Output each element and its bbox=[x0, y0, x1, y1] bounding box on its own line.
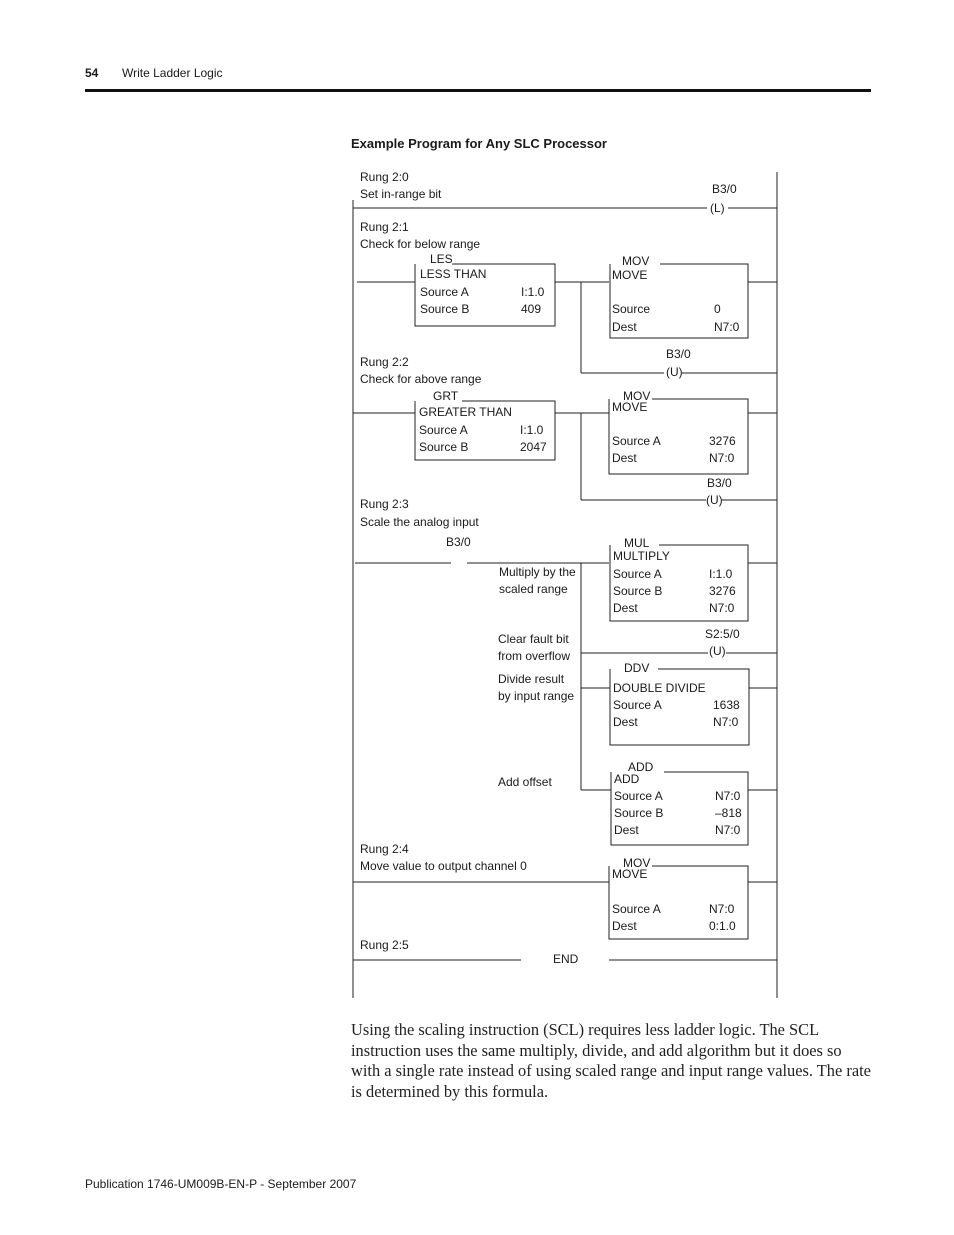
contact-b3-0-address: B3/0 bbox=[446, 535, 471, 549]
mov1-param-label: Dest bbox=[612, 320, 637, 334]
mov1-param-value: 0 bbox=[714, 302, 721, 316]
coil-b3-0-unlatch-address: B3/0 bbox=[666, 347, 691, 361]
mov3-param-label: Dest bbox=[612, 919, 637, 933]
mov3-param-label: Source A bbox=[612, 902, 661, 916]
comment-multiply: scaled range bbox=[499, 582, 568, 596]
mul-name: MULTIPLY bbox=[613, 549, 670, 563]
figure-title: Example Program for Any SLC Processor bbox=[351, 136, 607, 151]
comment-clear-fault: Clear fault bit bbox=[498, 632, 569, 646]
coil-s2-5-0-address: S2:5/0 bbox=[705, 627, 740, 641]
mul-mnemonic: MUL bbox=[624, 536, 650, 550]
mul-param-value: N7:0 bbox=[709, 601, 735, 615]
mov3-param-value: 0:1.0 bbox=[709, 919, 736, 933]
comment-divide: Divide result bbox=[498, 672, 565, 686]
comment-multiply: Multiply by the bbox=[499, 565, 576, 579]
ddv-param-label: Dest bbox=[613, 715, 638, 729]
grt-name: GREATER THAN bbox=[419, 405, 512, 419]
mov2-param-value: N7:0 bbox=[709, 451, 735, 465]
mov2-name: MOVE bbox=[612, 400, 648, 414]
mov2-param-label: Dest bbox=[612, 451, 637, 465]
mov2-param-label: Source A bbox=[612, 434, 661, 448]
coil-b3-0-unlatch-address: B3/0 bbox=[707, 476, 732, 490]
add-param-value: –818 bbox=[715, 806, 742, 820]
rung-2-2-desc: Check for above range bbox=[360, 372, 482, 386]
mov1-param-value: N7:0 bbox=[714, 320, 740, 334]
ddv-param-value: 1638 bbox=[713, 698, 740, 712]
rung-2-0-desc: Set in-range bit bbox=[360, 187, 442, 201]
mov2-mnemonic: MOV bbox=[623, 389, 651, 403]
rung-2-3-id: Rung 2:3 bbox=[360, 497, 409, 511]
add-name: ADD bbox=[614, 772, 640, 786]
comment-add-offset: Add offset bbox=[498, 775, 552, 789]
rung-2-1-id: Rung 2:1 bbox=[360, 220, 409, 234]
grt-param-value: I:1.0 bbox=[520, 423, 544, 437]
coil-s2-5-0-unlatch: (U) bbox=[709, 644, 726, 658]
rung-2-4-id: Rung 2:4 bbox=[360, 842, 409, 856]
page-number: 54 bbox=[85, 66, 99, 80]
ddv-param-label: Source A bbox=[613, 698, 662, 712]
les-name: LESS THAN bbox=[420, 267, 487, 281]
add-param-value: N7:0 bbox=[715, 823, 741, 837]
mul-param-value: I:1.0 bbox=[709, 567, 733, 581]
mov3-param-value: N7:0 bbox=[709, 902, 735, 916]
mov3-mnemonic: MOV bbox=[623, 856, 651, 870]
les-param-value: I:1.0 bbox=[521, 285, 545, 299]
ddv-mnemonic: DDV bbox=[624, 661, 650, 675]
section-title: Write Ladder Logic bbox=[122, 66, 223, 80]
coil-b3-0-unlatch: (U) bbox=[706, 493, 723, 507]
rung-2-2-id: Rung 2:2 bbox=[360, 355, 409, 369]
mov1-name: MOVE bbox=[612, 268, 648, 282]
grt-param-label: Source B bbox=[419, 440, 469, 454]
les-param-label: Source A bbox=[420, 285, 469, 299]
rung-2-5-id: Rung 2:5 bbox=[360, 938, 409, 952]
add-param-label: Source A bbox=[614, 789, 663, 803]
les-param-label: Source B bbox=[420, 302, 470, 316]
mov3-name: MOVE bbox=[612, 867, 648, 881]
footer-publication: Publication 1746-UM009B-EN-P - September 2007 bbox=[85, 1177, 357, 1191]
mov1-param-label: Source bbox=[612, 302, 651, 316]
mov2-param-value: 3276 bbox=[709, 434, 736, 448]
ddv-name: DOUBLE DIVIDE bbox=[613, 681, 706, 695]
les-mnemonic: LES bbox=[430, 252, 453, 266]
grt-param-value: 2047 bbox=[520, 440, 547, 454]
les-param-value: 409 bbox=[521, 302, 542, 316]
add-param-label: Dest bbox=[614, 823, 639, 837]
coil-b3-0-latch-address: B3/0 bbox=[712, 182, 737, 196]
grt-param-label: Source A bbox=[419, 423, 468, 437]
rung-2-0-id: Rung 2:0 bbox=[360, 170, 409, 184]
mul-param-label: Dest bbox=[613, 601, 638, 615]
mul-param-label: Source A bbox=[613, 567, 662, 581]
add-mnemonic: ADD bbox=[628, 760, 654, 774]
mul-param-value: 3276 bbox=[709, 584, 736, 598]
mov1-mnemonic: MOV bbox=[622, 254, 650, 268]
rung-2-1-desc: Check for below range bbox=[360, 237, 481, 251]
body-paragraph: Using the scaling instruction (SCL) requires less ladder logic. The SCL instruction uses the same multiply, divide, and add algorithm but it does so with a single rate instead of using scaled range and input range values. The rate is determined by this formula. bbox=[351, 1020, 871, 1101]
ddv-param-value: N7:0 bbox=[713, 715, 739, 729]
rung-2-4-desc: Move value to output channel 0 bbox=[360, 859, 527, 873]
coil-b3-0-latch: (L) bbox=[710, 201, 725, 215]
grt-mnemonic: GRT bbox=[433, 389, 459, 403]
add-param-label: Source B bbox=[614, 806, 664, 820]
add-param-value: N7:0 bbox=[715, 789, 741, 803]
end-label: END bbox=[553, 952, 579, 966]
comment-clear-fault: from overflow bbox=[498, 649, 571, 663]
rung-2-3-desc: Scale the analog input bbox=[360, 515, 479, 529]
mul-param-label: Source B bbox=[613, 584, 663, 598]
comment-divide: by input range bbox=[498, 689, 575, 703]
coil-b3-0-unlatch: (U) bbox=[666, 365, 683, 379]
